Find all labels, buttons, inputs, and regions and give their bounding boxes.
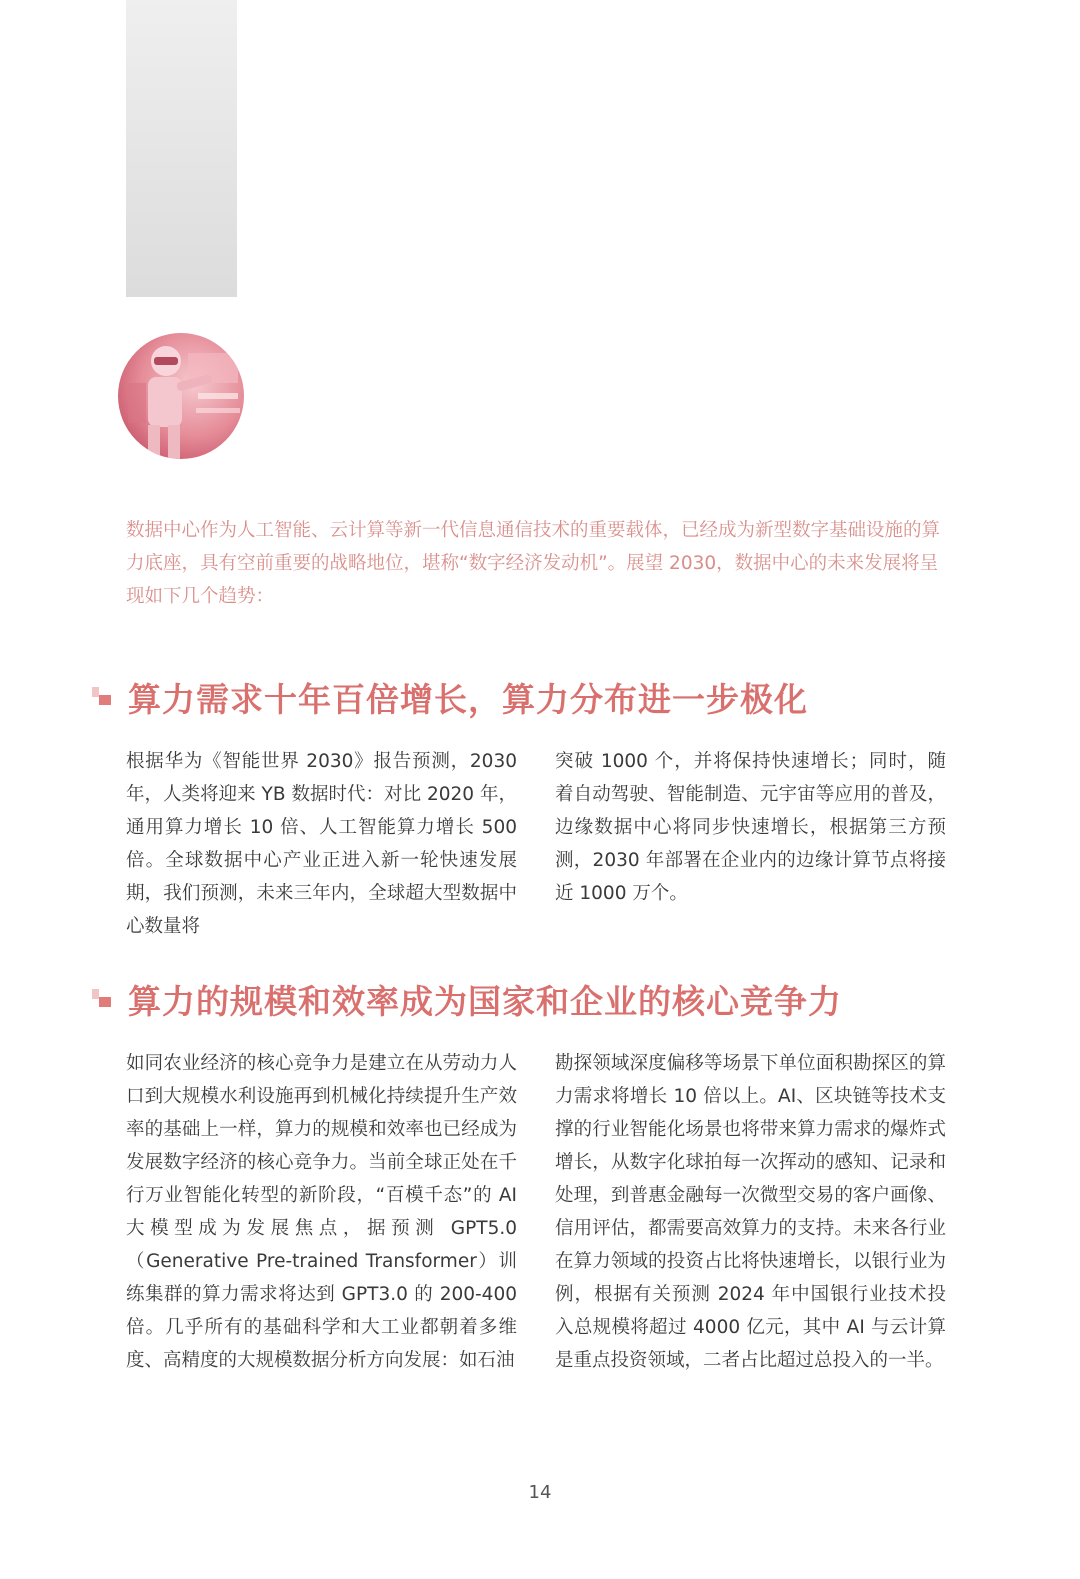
- page-number: 14: [528, 1482, 552, 1503]
- section-heading-2: [90, 977, 842, 1021]
- decorative-gray-bar: [126, 0, 237, 297]
- intro-paragraph: 数据中心作为人工智能、云计算等新一代信息通信技术的重要载体，已经成为新型数字基础设施的算力底座，具有空前重要的战略地位，堪称“数字经济发动机”。展望 2030，数据中心的未来发展将呈现如下几个趋势：: [126, 520, 941, 607]
- section-2-column-left: 如同农业经济的核心竞争力是建立在从劳动力人口到大规模水利设施再到机械化持续提升生产效率的基础上一样，算力的规模和效率也已经成为发展数字经济的核心竞争力。当前全球正处在千行万业智能化转型的新阶段，“百模千态”的 AI 大模型成为发展焦点，据预测 GPT5.0（Generative Pre-trained Transformer）训练集群的算力需求将达到 GPT3.0 的 200-400 倍。几乎所有的基础科学和大工业都朝着多维度、高精度的大规模数据分析方向发展：如石油: [126, 1053, 517, 1371]
- section-1-body: [126, 745, 946, 943]
- section-2-column-right: 勘探领域深度偏移等场景下单位面积勘探区的算力需求将增长 10 倍以上。AI、区块链等技术支撑的行业智能化场景也将带来算力需求的爆炸式增长，从数字化球拍每一次挥动的感知、记录和处理，到普惠金融每一次微型交易的客户画像、信用评估，都需要高效算力的支持。未来各行业在算力领域的投资占比将快速增长，以银行业为例，根据有关预测 2024 年中国银行业技术投入总规模将超过 4000 亿元，其中 AI 与云计算是重点投资领域，二者占比超过总投入的一半。: [555, 1053, 946, 1371]
- robot-photo: [118, 333, 244, 459]
- section-marker-icon: [90, 987, 116, 1011]
- section-marker-icon: [90, 685, 116, 709]
- section-title: 算力的规模和效率成为国家和企业的核心竞争力: [128, 981, 842, 1021]
- section-title: 算力需求十年百倍增长，算力分布进一步极化: [128, 679, 808, 719]
- section-1-column-right: 突破 1000 个，并将保持快速增长；同时，随着自动驾驶、智能制造、元宇宙等应用的普及，边缘数据中心将同步快速增长，根据第三方预测，2030 年部署在企业内的边缘计算节点将接近 1000 万个。: [555, 751, 946, 904]
- section-2-body: [126, 1047, 946, 1377]
- section-heading-1: [90, 675, 808, 719]
- section-1-column-left: 根据华为《智能世界 2030》报告预测，2030 年，人类将迎来 YB 数据时代：对比 2020 年，通用算力增长 10 倍、人工智能算力增长 500 倍。全球数据中心产业正进入新一轮快速发展期，我们预测，未来三年内，全球超大型数据中心数量将: [126, 751, 517, 937]
